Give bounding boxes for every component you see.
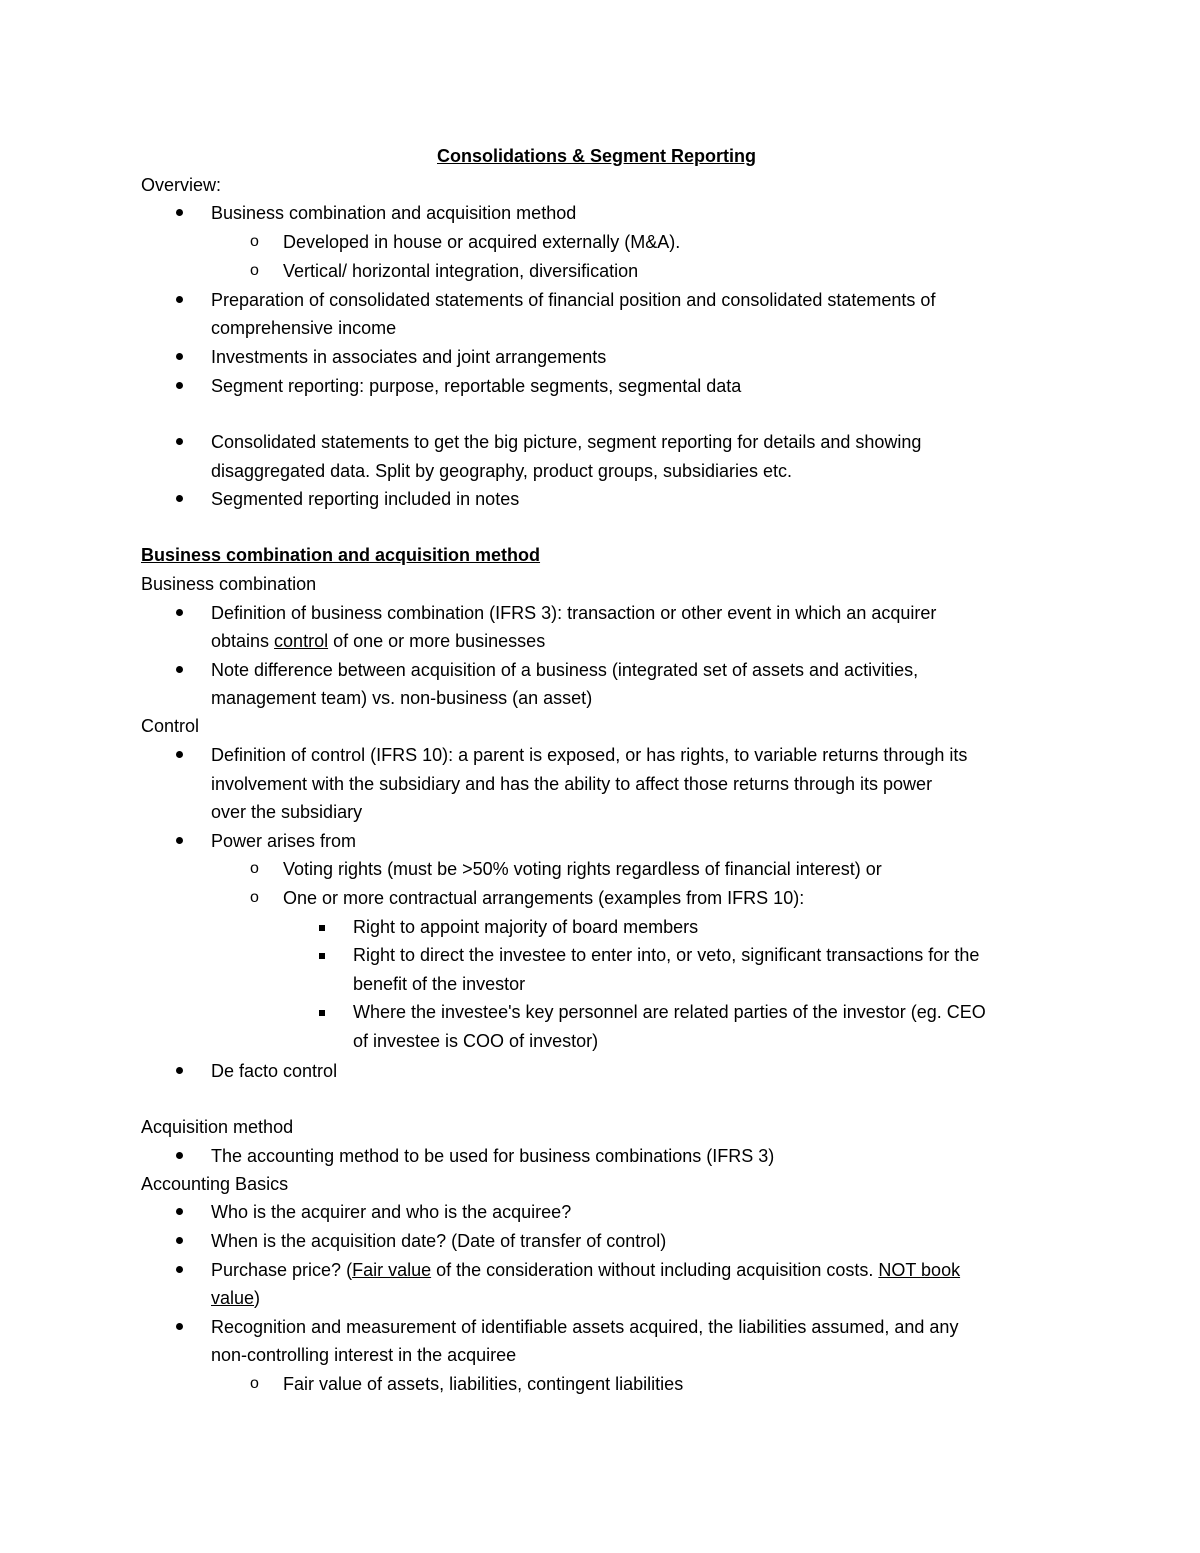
bullet-icon: [176, 1237, 183, 1244]
square-bullet-icon: [319, 925, 325, 931]
list-item: Developed in house or acquired externally (M&A).: [283, 232, 681, 252]
text-run: ): [254, 1288, 261, 1308]
page-title: Consolidations & Segment Reporting: [437, 146, 757, 166]
list-item: One or more contractual arrangements (examples from IFRS 10):: [283, 888, 805, 908]
list-item: Definition of business combination (IFRS 3): transaction or other event in which an acquirer: [211, 603, 937, 623]
list-item: When is the acquisition date? (Date of transfer of control): [211, 1231, 667, 1251]
list-item: Segmented reporting included in notes: [211, 489, 520, 509]
list-item: De facto control: [211, 1061, 338, 1081]
bullet-icon: [176, 296, 183, 303]
circle-bullet-icon: o: [250, 1375, 259, 1392]
underlined-term: Fair value: [352, 1260, 432, 1280]
circle-bullet-icon: o: [250, 262, 259, 279]
list-item-continuation: of investee is COO of investor): [353, 1031, 599, 1051]
list-item: Fair value of assets, liabilities, contingent liabilities: [283, 1374, 684, 1394]
text-run: of one or more businesses: [328, 631, 546, 651]
list-item: Note difference between acquisition of a business (integrated set of assets and activities,: [211, 660, 919, 680]
list-item: The accounting method to be used for business combinations (IFRS 3): [211, 1146, 775, 1166]
list-item: Preparation of consolidated statements of financial position and consolidated statements of: [211, 290, 936, 310]
list-item: Definition of control (IFRS 10): a parent is exposed, or has rights, to variable returns through its: [211, 745, 968, 765]
subheading: Control: [141, 716, 200, 736]
text-run: Purchase price? (: [211, 1260, 353, 1280]
bullet-icon: [176, 1067, 183, 1074]
list-item-continuation: over the subsidiary: [211, 802, 363, 822]
list-item: Where the investee's key personnel are related parties of the investor (eg. CEO: [353, 1002, 986, 1022]
square-bullet-icon: [319, 1010, 325, 1016]
bullet-icon: [176, 1152, 183, 1159]
bullet-icon: [176, 209, 183, 216]
list-item-continuation: comprehensive income: [211, 318, 397, 338]
subheading: Business combination: [141, 574, 317, 594]
list-item-continuation: management team) vs. non-business (an asset): [211, 688, 593, 708]
square-bullet-icon: [319, 953, 325, 959]
text-run: of the consideration without including acquisition costs.: [431, 1260, 879, 1280]
list-item: Consolidated statements to get the big picture, segment reporting for details and showing: [211, 432, 922, 452]
list-item: Right to appoint majority of board members: [353, 917, 699, 937]
list-item: Recognition and measurement of identifiable assets acquired, the liabilities assumed, and any: [211, 1317, 959, 1337]
list-item: Voting rights (must be >50% voting rights regardless of financial interest) or: [283, 859, 882, 879]
bullet-icon: [176, 666, 183, 673]
bullet-icon: [176, 1208, 183, 1215]
bullet-icon: [176, 382, 183, 389]
bullet-icon: [176, 837, 183, 844]
subheading: Acquisition method: [141, 1117, 294, 1137]
circle-bullet-icon: o: [250, 860, 259, 877]
list-item: Right to direct the investee to enter into, or veto, significant transactions for the: [353, 945, 980, 965]
circle-bullet-icon: o: [250, 233, 259, 250]
subheading: Accounting Basics: [141, 1174, 289, 1194]
list-item: [211, 1259, 960, 1281]
bullet-icon: [176, 1266, 183, 1273]
list-item: Power arises from: [211, 831, 357, 851]
list-item: Business combination and acquisition method: [211, 203, 577, 223]
list-item-continuation: disaggregated data. Split by geography, product groups, subsidiaries etc.: [211, 461, 793, 481]
list-item-continuation: non-controlling interest in the acquiree: [211, 1345, 517, 1365]
circle-bullet-icon: o: [250, 889, 259, 906]
overview-heading: Overview:: [141, 175, 222, 195]
bullet-icon: [176, 438, 183, 445]
list-item-continuation: involvement with the subsidiary and has the ability to affect those returns through its power: [211, 774, 933, 794]
list-item: Segment reporting: purpose, reportable segments, segmental data: [211, 376, 742, 396]
list-item-continuation: [211, 1287, 260, 1309]
bullet-icon: [176, 751, 183, 758]
bullet-icon: [176, 353, 183, 360]
list-item-continuation: benefit of the investor: [353, 974, 526, 994]
text-run: obtains: [211, 631, 275, 651]
underlined-term: value: [211, 1288, 255, 1308]
underlined-term: control: [274, 631, 329, 651]
list-item: Who is the acquirer and who is the acquiree?: [211, 1202, 572, 1222]
list-item-continuation: [211, 630, 545, 652]
underlined-term: NOT book: [878, 1260, 961, 1280]
list-item: Vertical/ horizontal integration, diversification: [283, 261, 639, 281]
section-heading: Business combination and acquisition method: [141, 545, 541, 565]
bullet-icon: [176, 609, 183, 616]
list-item: Investments in associates and joint arrangements: [211, 347, 607, 367]
bullet-icon: [176, 1323, 183, 1330]
bullet-icon: [176, 495, 183, 502]
